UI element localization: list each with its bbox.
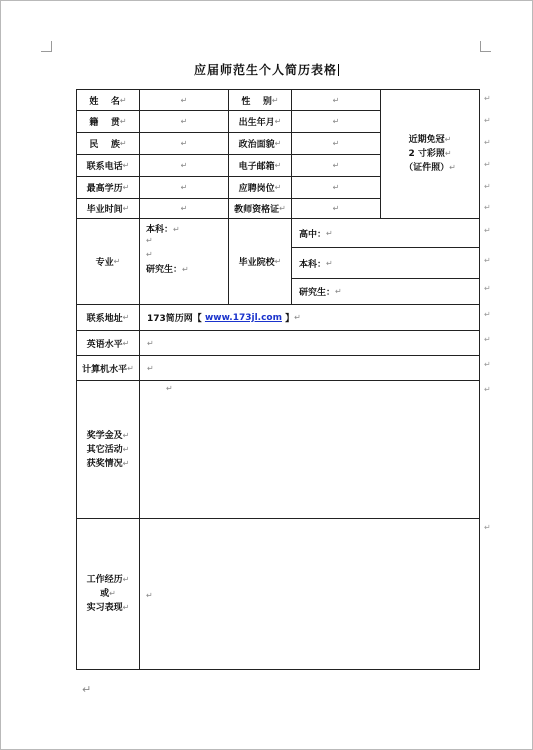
- label-phone: 联系电话 ↵: [86, 161, 130, 172]
- awards-line3: 获奖情况↵: [86, 458, 130, 469]
- work-line2: 或↵: [100, 589, 116, 599]
- row-end-mark: ↵: [484, 160, 491, 169]
- label-birth: 出生年月 ↵: [238, 117, 282, 128]
- work-line1: 工作经历↵: [86, 575, 130, 585]
- input-ethnicity[interactable]: ↵: [180, 139, 188, 148]
- label-computer: 计算机水平 ↵: [82, 363, 134, 375]
- label-gender: 性 别 ↵: [241, 95, 279, 107]
- document-title[interactable]: 应届师范生个人简历表格: [193, 63, 337, 77]
- photo-line2: 2 寸彩照↵: [408, 149, 452, 159]
- label-address: 联系地址 ↵: [86, 313, 130, 324]
- major-undergrad: 本科：↵: [146, 225, 180, 235]
- input-school-high[interactable]: 高中： ↵: [299, 228, 333, 240]
- input-phone[interactable]: ↵: [180, 161, 188, 170]
- label-english: 英语水平 ↵: [86, 338, 130, 350]
- work-line3: 实习表现↵: [86, 603, 130, 613]
- input-position[interactable]: ↵: [332, 183, 340, 192]
- input-computer[interactable]: ↵: [147, 363, 154, 373]
- label-email: 电子邮箱 ↵: [238, 161, 282, 172]
- input-address[interactable]: 173简历网【 www.173jl.com 】 ↵: [147, 312, 301, 324]
- margin-corner-top-right: [480, 41, 491, 52]
- input-work[interactable]: [140, 519, 479, 669]
- photo-placeholder[interactable]: [381, 90, 479, 218]
- label-ethnicity: 民 族 ↵: [89, 139, 127, 150]
- input-political[interactable]: ↵: [332, 139, 340, 148]
- margin-corner-top-left: [41, 41, 52, 52]
- row-end-mark: ↵: [484, 256, 491, 265]
- row-end-mark: ↵: [484, 385, 491, 394]
- input-teacher-cert[interactable]: ↵: [332, 204, 340, 213]
- row-end-mark: ↵: [484, 284, 491, 293]
- row-end-mark: ↵: [484, 360, 491, 369]
- awards-line1: 奖学金及↵: [86, 430, 130, 441]
- input-school-grad[interactable]: 研究生： ↵: [299, 287, 342, 298]
- label-grad-time: 毕业时间 ↵: [86, 204, 130, 215]
- label-origin: 籍 贯 ↵: [89, 117, 127, 128]
- row-end-mark: ↵: [484, 138, 491, 147]
- label-name: 姓 名 ↵: [89, 95, 127, 107]
- input-education[interactable]: ↵: [180, 183, 188, 192]
- blank-line-1: ↵: [146, 236, 153, 245]
- major-grad: 研究生：↵: [146, 265, 189, 275]
- text-cursor: [338, 64, 339, 76]
- label-awards: [77, 381, 139, 518]
- row-end-mark: ↵: [484, 226, 491, 235]
- paragraph-mark: ↵: [82, 683, 92, 696]
- cell-mark: ↵: [146, 591, 153, 600]
- cell-mark: ↵: [166, 384, 173, 393]
- website-link[interactable]: www.173jl.com: [204, 312, 282, 323]
- awards-line2: 其它活动↵: [86, 444, 130, 455]
- row-end-mark: ↵: [484, 310, 491, 319]
- row-end-mark: ↵: [484, 523, 491, 532]
- row-end-mark: ↵: [484, 203, 491, 212]
- photo-line3: （证件照）↵: [404, 163, 456, 173]
- label-major: 专业 ↵: [95, 257, 121, 268]
- input-school-undergrad[interactable]: 本科： ↵: [299, 258, 333, 270]
- input-english[interactable]: ↵: [147, 338, 154, 348]
- row-end-mark: ↵: [484, 182, 491, 191]
- input-major[interactable]: [140, 219, 228, 304]
- input-grad-time[interactable]: ↵: [180, 204, 188, 213]
- label-political: 政治面貌 ↵: [238, 139, 282, 150]
- label-education: 最高学历 ↵: [86, 183, 130, 194]
- label-position: 应聘岗位 ↵: [238, 183, 282, 194]
- row-end-mark: ↵: [484, 335, 491, 344]
- input-gender[interactable]: ↵: [332, 95, 340, 105]
- input-origin[interactable]: ↵: [180, 117, 188, 126]
- photo-line1: 近期免冠↵: [408, 135, 452, 145]
- input-birth[interactable]: ↵: [332, 117, 340, 126]
- input-email[interactable]: ↵: [332, 161, 340, 170]
- row-end-mark: ↵: [484, 94, 491, 103]
- row-end-mark: ↵: [484, 116, 491, 125]
- blank-line-2: ↵: [146, 250, 153, 259]
- label-work: [77, 519, 139, 669]
- label-teacher-cert: 教师资格证 ↵: [234, 204, 286, 215]
- label-school: 毕业院校 ↵: [238, 257, 282, 268]
- input-name[interactable]: ↵: [180, 95, 188, 105]
- input-awards[interactable]: [140, 381, 479, 518]
